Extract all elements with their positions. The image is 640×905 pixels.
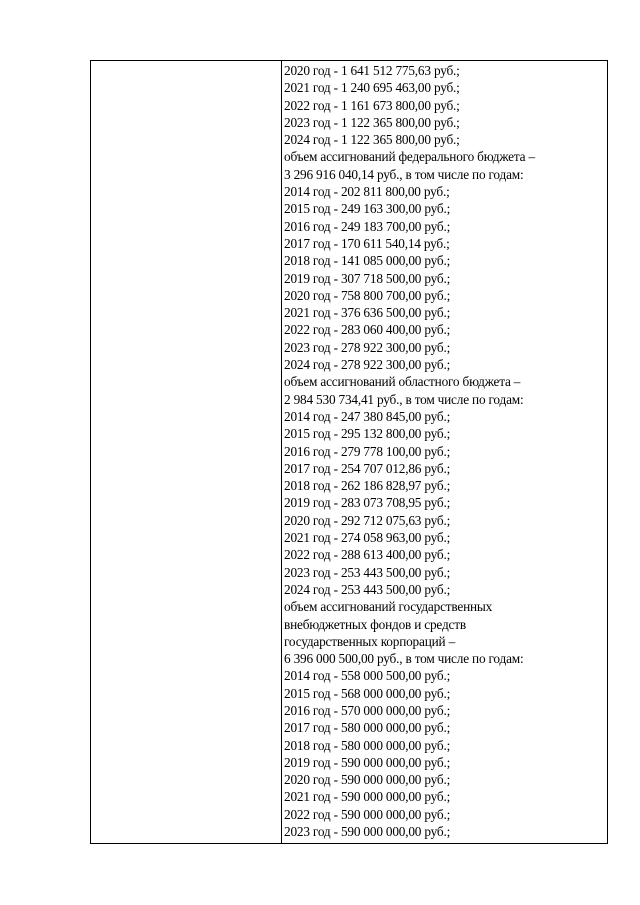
funding-text-line: 2021 год - 1 240 695 463,00 руб.; bbox=[284, 80, 460, 96]
funding-text-line: государственных корпораций – bbox=[284, 633, 456, 649]
funding-text-line: 2018 год - 262 186 828,97 руб.; bbox=[284, 478, 451, 494]
funding-text-line: 2024 год - 253 443 500,00 руб.; bbox=[284, 581, 451, 597]
funding-text-line: 3 296 916 040,14 руб., в том числе по годам: bbox=[284, 166, 524, 182]
funding-table bbox=[90, 60, 608, 844]
funding-text-line: 6 396 000 500,00 руб., в том числе по годам: bbox=[284, 651, 524, 667]
funding-text-line: 2019 год - 307 718 500,00 руб.; bbox=[284, 270, 451, 286]
funding-text-line: 2021 год - 376 636 500,00 руб.; bbox=[284, 305, 451, 321]
funding-text-line: 2 984 530 734,41 руб., в том числе по годам: bbox=[284, 391, 524, 407]
funding-text-line: 2016 год - 249 183 700,00 руб.; bbox=[284, 218, 451, 234]
funding-text-line: 2020 год - 292 712 075,63 руб.; bbox=[284, 512, 451, 528]
funding-text-line: 2020 год - 758 800 700,00 руб.; bbox=[284, 287, 451, 303]
funding-text-line: 2015 год - 568 000 000,00 руб.; bbox=[284, 685, 451, 701]
funding-text-line: 2014 год - 202 811 800,00 руб.; bbox=[284, 184, 450, 200]
funding-text-line: 2015 год - 295 132 800,00 руб.; bbox=[284, 426, 451, 442]
funding-text-line: 2022 год - 283 060 400,00 руб.; bbox=[284, 322, 451, 338]
funding-text-line: 2023 год - 253 443 500,00 руб.; bbox=[284, 564, 451, 580]
funding-text-line: 2022 год - 1 161 673 800,00 руб.; bbox=[284, 97, 460, 113]
funding-text-line: 2024 год - 1 122 365 800,00 руб.; bbox=[284, 132, 460, 148]
funding-text-line: 2021 год - 274 058 963,00 руб.; bbox=[284, 530, 451, 546]
table-right-cell bbox=[282, 61, 607, 843]
funding-text-line: 2019 год - 590 000 000,00 руб.; bbox=[284, 754, 451, 770]
funding-text-line: 2014 год - 247 380 845,00 руб.; bbox=[284, 408, 451, 424]
funding-text-line: 2022 год - 590 000 000,00 руб.; bbox=[284, 806, 451, 822]
funding-text-line: 2022 год - 288 613 400,00 руб.; bbox=[284, 547, 451, 563]
funding-text-line: 2023 год - 590 000 000,00 руб.; bbox=[284, 824, 451, 840]
table-left-cell bbox=[91, 61, 282, 843]
funding-text-line: 2017 год - 254 707 012,86 руб.; bbox=[284, 460, 451, 476]
funding-text-line: 2014 год - 558 000 500,00 руб.; bbox=[284, 668, 451, 684]
funding-text-line: 2023 год - 278 922 300,00 руб.; bbox=[284, 339, 451, 355]
funding-text-line: 2024 год - 278 922 300,00 руб.; bbox=[284, 357, 451, 373]
funding-text-line: 2017 год - 170 611 540,14 руб.; bbox=[284, 235, 450, 251]
funding-text-line: 2020 год - 590 000 000,00 руб.; bbox=[284, 772, 451, 788]
funding-text-line: внебюджетных фондов и средств bbox=[284, 616, 466, 632]
funding-text-line: 2023 год - 1 122 365 800,00 руб.; bbox=[284, 114, 460, 130]
funding-text-line: 2015 год - 249 163 300,00 руб.; bbox=[284, 201, 451, 217]
funding-text-line: объем ассигнований областного бюджета – bbox=[284, 374, 521, 390]
funding-text-line: 2020 год - 1 641 512 775,63 руб.; bbox=[284, 63, 460, 78]
funding-text-line: объем ассигнований государственных bbox=[284, 599, 493, 615]
funding-text-line: 2016 год - 570 000 000,00 руб.; bbox=[284, 702, 451, 718]
funding-text-line: 2017 год - 580 000 000,00 руб.; bbox=[284, 720, 451, 736]
funding-text-line: 2018 год - 580 000 000,00 руб.; bbox=[284, 737, 451, 753]
funding-text-line: объем ассигнований федерального бюджета – bbox=[284, 149, 535, 165]
funding-text-line: 2016 год - 279 778 100,00 руб.; bbox=[284, 443, 451, 459]
funding-text-line: 2021 год - 590 000 000,00 руб.; bbox=[284, 789, 451, 805]
funding-text-line: 2019 год - 283 073 708,95 руб.; bbox=[284, 495, 451, 511]
funding-text-line: 2018 год - 141 085 000,00 руб.; bbox=[284, 253, 451, 269]
